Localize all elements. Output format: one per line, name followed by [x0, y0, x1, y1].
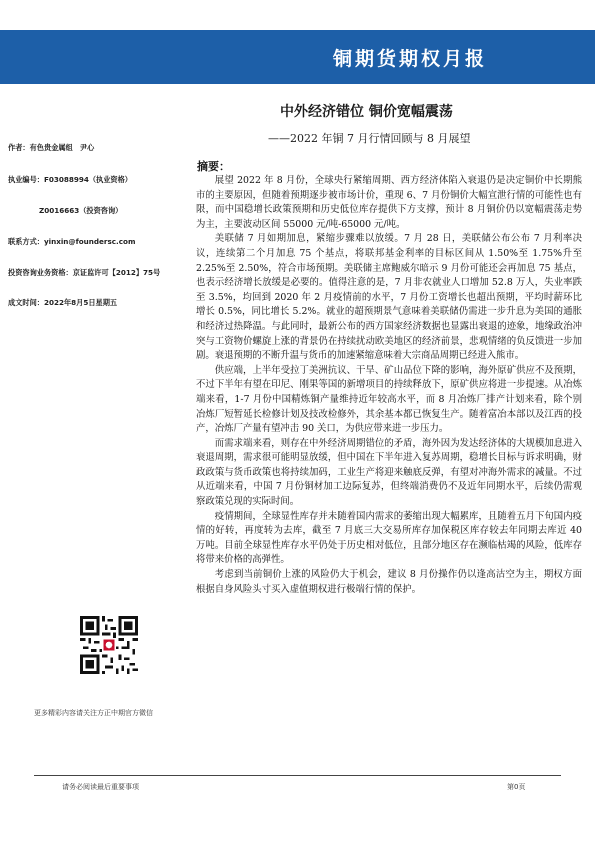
paragraph-fed: 美联储 7 月如期加息，紧缩步骤难以放缓。7 月 28 日，美联储公布公布 7 月利率决议，连续第二个月加息 75 个基点，将联邦基金利率的目标区间从 1.50%至 1.75%升至 2.25%至 2.50%，符合市场预期。美联储主席鲍威尔暗示 9 月份可能还会再加息 75 基点，也表示经济增长放缓是必要的。值得注意的是，7 月非农就业人口增加 52.8 万人，失业率跌至 3.5%，均回到 2020 年 2 月疫情前的水平，7 月份工资增长也超出预期，平均时薪环比增长 0.5%，同比增长 5.2%。就业的超预期景气意味着美联储仍需进一步升息为美国的通胀和经济过热降温。与此同时，最新公布的西方国家经济数据也显露出衰退的迹象，地缘政治冲突与工资物价螺旋上涨的背景仍在持续扰动欧美地区的经济前景，悲观情绪的负反馈进一步加剧。衰退预期的不断升温与货币的加速紧缩意味着大宗商品周期已经进入熊市。	[196, 233, 582, 362]
report-title: 中外经济错位 铜价宽幅震荡	[280, 104, 453, 120]
paragraph-demand: 而需求端来看，则存在中外经济周期错位的矛盾，海外因为发达经济体的大规模加息进入衰退周期，需求很可能明显放缓，但中国在下半年进入复苏周期，稳增长目标与诉求明确，财政政策与货币政策也将持续加码，工业生产将迎来触底反弹，有望对冲海外需求的减量。不过从近端来看，中国 7 月份铜材加工边际复苏，但终端消费仍不及近年同期水平，后续仍需观察政策兑现的实际时间。	[196, 437, 582, 508]
paragraph-outlook: 展望 2022 年 8 月份，全球央行紧缩周期、西方经济体陷入衰退仍是决定铜价中长期熊市的主要原因，但随着预期逐步被市场计价，重现 6、7 月份铜价大幅宣泄行情的可能性也有限，而中国稳增长政策预期和历史低位库存提供下方支撑，预计 8 月铜价仍以宽幅震荡走势为主，主要波动区间 55000 元/吨-65000 元/吨。	[196, 175, 582, 230]
page-number: 第0页	[507, 783, 526, 791]
paragraph-strategy: 考虑到当前铜价上涨的风险仍大于机会，建议 8 月份操作仍以逢高沽空为主，期权方面根据自身风险头寸买入虚值期权进行极端行情的保护。	[196, 569, 582, 595]
contact-email[interactable]: 联系方式：yinxin@foundersc.com	[8, 237, 136, 246]
footer-divider	[34, 775, 561, 776]
consult-number: Z0016663（投资咨询）	[39, 206, 123, 215]
banner-title: 铜期货期权月报	[332, 47, 487, 70]
qualification-info: 投资咨询业务资格：京证监许可【2012】75号	[8, 268, 161, 277]
author-info: 作者：有色贵金属组 尹心	[8, 143, 95, 152]
abstract-body	[196, 174, 582, 597]
footer-disclaimer: 请务必阅读最后重要事项	[62, 783, 139, 791]
report-subtitle: ——2022 年铜 7 月行情回顾与 8 月展望	[268, 132, 471, 145]
license-number: 执业编号：F03088994（执业资格）	[8, 175, 132, 184]
qr-caption: 更多精彩内容请关注方正中期官方微信	[34, 709, 153, 717]
abstract-label: 摘要：	[197, 160, 230, 173]
header-banner	[0, 30, 595, 84]
paragraph-supply: 供应端，上半年受拉丁美洲抗议、干旱、矿山品位下降的影响，海外原矿供应不及预期，不过下半年有望在印尼、刚果等国的新增项目的持续释放下，原矿供应将进一步提速。从冶炼端来看，1-7 月份中国精炼铜产量维持近年较高水平，而 8 月冶炼厂排产计划来看，除个别冶炼厂短暂延长检修计划及技改检修外，其余基本都已恢复生产。随着富冶本部以及江西的投产，冶炼厂产量有望冲击 90 关口，为供应带来进一步压力。	[196, 364, 582, 435]
paragraph-inventory: 疫情期间，全球显性库存并未随着国内需求的萎缩出现大幅累库，且随着五月下旬国内疫情的好转，再度转为去库，截至 7 月底三大交易所库存加保税区库存较去年同期去库近 40 万吨。目前全球显性库存水平仍处于历史相对低位，且部分地区存在濒临枯竭的风险，低库存将带来价格的高弹性。	[196, 510, 582, 566]
publish-date: 成文时间：2022年8月5日星期五	[8, 298, 118, 307]
qr-code-icon	[80, 616, 138, 674]
